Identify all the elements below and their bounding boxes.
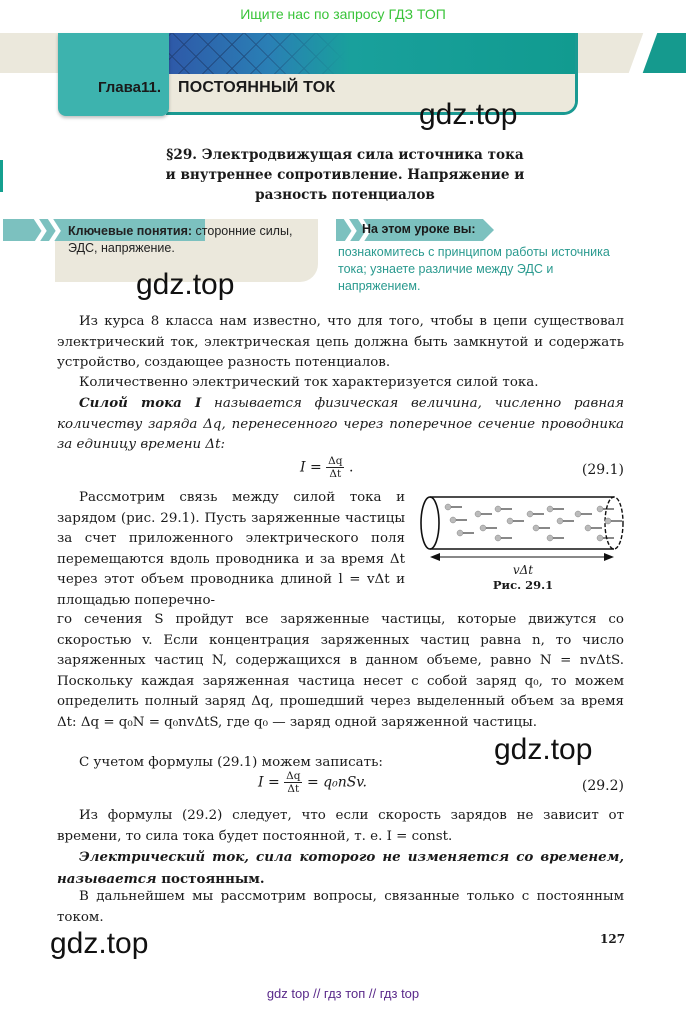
- equation-number: (29.1): [581, 462, 624, 478]
- watermark: gdz.top: [136, 268, 235, 301]
- on-lesson-text: познакомитесь с принципом работы источника тока; узнаете различие между ЭДС и напряжением.: [338, 245, 610, 293]
- section-heading-line: §29. Электродвижущая сила источника тока: [166, 147, 524, 163]
- watermark: gdz.top: [419, 98, 518, 131]
- paragraph: го сечения S пройдут все заряженные частицы, которые движутся со скоростью v. Если концентрация заряженных частиц равна n, то число заряженных частиц N, содержащихся в данном объеме, равно N = nvΔtS. Поскольку каждая заряженная частица несет с собой заряд q₀, то можем определить полный заряд Δq, прошедший через выделенный объем за время Δt: Δq = q₀N = q₀nvΔtS, где q₀ — заряд одной заряженной частицы.: [57, 612, 624, 730]
- chapter-tab: [58, 33, 169, 116]
- definition-paragraph: Силой тока I называется физическая величина, численно равная количеству заряда Δq, перенесенного через поперечное сечение проводника за единицу времени Δt:: [57, 395, 624, 452]
- title-grid-pattern: [166, 33, 346, 74]
- equation-29-1: I = $\frac{\Delta q}{\Delta t}$ .: [300, 455, 354, 480]
- equation-number: (29.2): [581, 778, 624, 794]
- paragraph: В дальнейшем мы рассмотрим вопросы, связанные только с постоянным током.: [57, 889, 624, 925]
- key-concepts-text: [68, 223, 308, 257]
- paragraph: Из курса 8 класса нам известно, что для того, чтобы в цепи существовал электрический ток, электрическая цепь должна быть замкнутой и содержать устройство, создающее разность потенциалов.: [57, 314, 624, 370]
- bottom-links[interactable]: gdz top // гдз топ // гдз top: [266, 986, 420, 1001]
- equation-29-2: I = $\frac{\Delta q}{\Delta t}$ = q₀nSv.: [258, 770, 367, 795]
- chevron-right-icon: ❯❯: [340, 215, 369, 243]
- paragraph: Из формулы (29.2) следует, что если скорость зарядов не зависит от времени, то сила тока будет постоянной, т. е. I = const.: [57, 808, 624, 844]
- top-banner: Ищите нас по запросу ГДЗ ТОП: [240, 6, 446, 22]
- section-heading: [120, 145, 570, 205]
- left-marker: [0, 160, 3, 192]
- paragraph: С учетом формулы (29.1) можем записать:: [79, 755, 383, 770]
- definition-paragraph: Электрический ток, сила которого не изменяется со временем, называется постоянным.: [57, 849, 624, 887]
- watermark: gdz.top: [494, 733, 593, 766]
- page-number: 127: [600, 932, 626, 946]
- on-lesson-label: На этом уроке вы:: [362, 222, 476, 236]
- key-concepts-value: сторонние силы, ЭДС, напряжение.: [68, 224, 293, 255]
- chapter-label: Глава11.: [97, 79, 161, 96]
- paragraph-wrap: Рассмотрим связь между силой тока и зарядом (рис. 29.1). Пусть заряженные частицы за счет приложенного электрического поля перемещаются вдоль проводника и за время Δt через этот объем проводника длиной l = vΔt и площадью поперечно-: [57, 490, 405, 608]
- chevron-right-icon: ❯❯: [30, 215, 59, 243]
- conductor-figure: [418, 493, 628, 563]
- figure-length-label: vΔt: [512, 563, 534, 577]
- figure-caption: Рис. 29.1: [492, 578, 554, 592]
- paragraph: Количественно электрический ток характеризуется силой тока.: [79, 375, 539, 390]
- watermark: gdz.top: [50, 927, 149, 960]
- key-concepts-label: Ключевые понятия:: [68, 224, 193, 238]
- chapter-title: ПОСТОЯННЫЙ ТОК: [178, 79, 336, 96]
- section-heading-line: и внутреннее сопротивление. Напряжение и: [165, 167, 525, 183]
- section-heading-line: разность потенциалов: [255, 187, 435, 203]
